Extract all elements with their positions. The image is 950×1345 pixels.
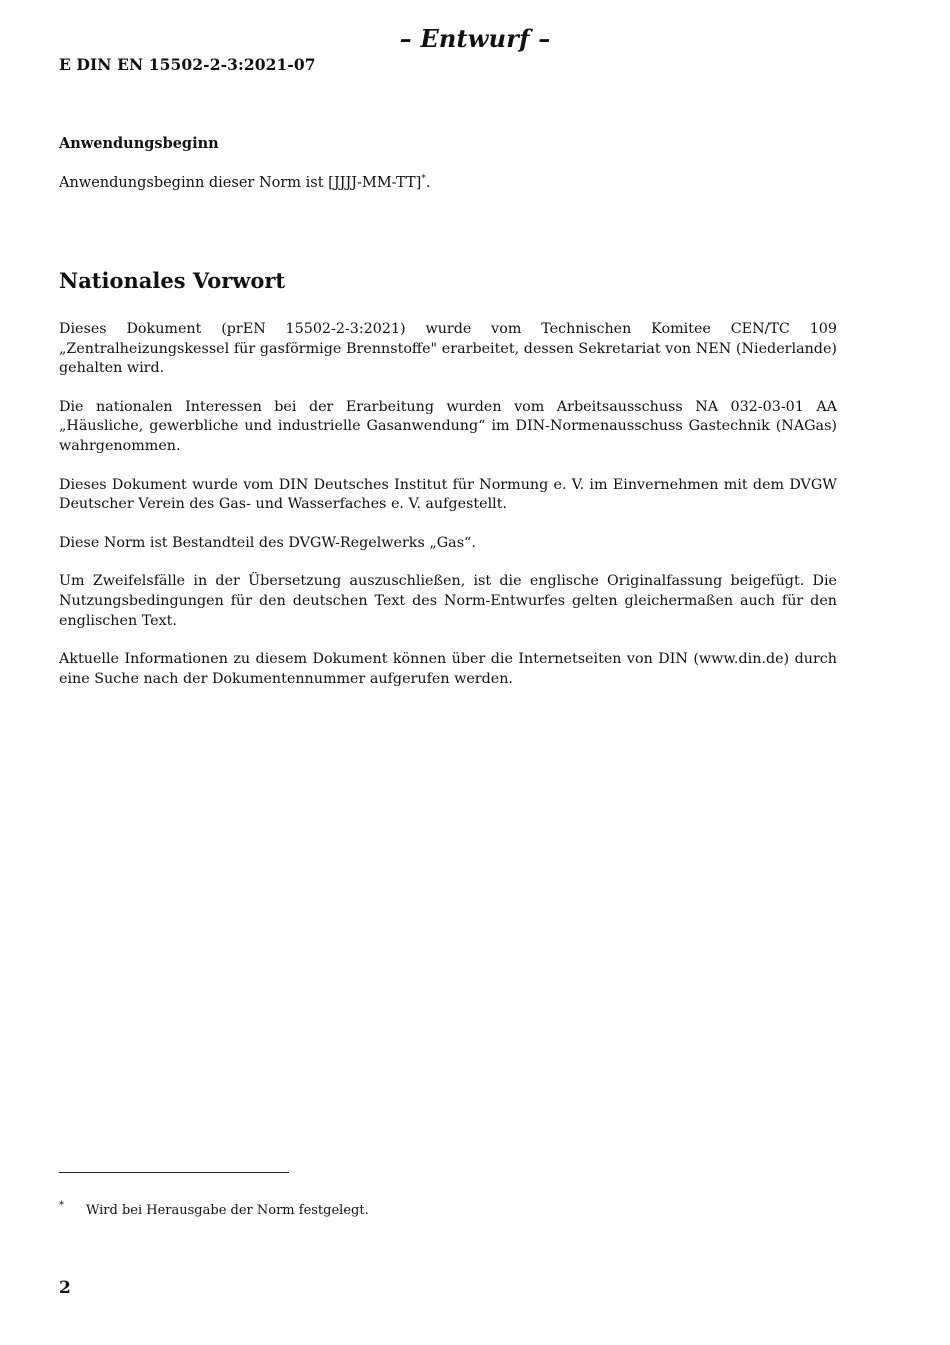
application-start-text (59, 175, 430, 191)
foreword-paragraph: Diese Norm ist Bestandteil des DVGW-Regelwerks „Gas“. (59, 534, 476, 551)
foreword-body (59, 320, 837, 708)
footnote-text: Wird bei Herausgabe der Norm festgelegt. (86, 1203, 369, 1218)
application-start-heading: Anwendungsbeginn (59, 135, 219, 152)
foreword-paragraph: Die nationalen Interessen bei der Erarbeitung wurden vom Arbeitsausschuss NA 032-03-01 AA „Häusliche, gewerbliche und industrielle Gasanwendung“ im DIN-Normenausschuss Gastechnik (NAGas) wahrgenommen. (59, 398, 837, 454)
document-id: E DIN EN 15502-2-3:2021-07 (59, 55, 316, 74)
section-title: Nationales Vorwort (59, 268, 286, 293)
application-start-sentence: Anwendungsbeginn dieser Norm ist [JJJJ-MM-TT] (59, 175, 422, 191)
footnote-reference[interactable]: * (421, 174, 426, 185)
page-number: 2 (59, 1278, 71, 1298)
application-start-period: . (425, 175, 431, 191)
foreword-paragraph: Um Zweifelsfälle in der Übersetzung auszuschließen, ist die englische Originalfassung beigefügt. Die Nutzungsbedingungen für den deutschen Text des Norm-Entwurfes gelten gleichermaßen auch für den englischen Text. (59, 573, 837, 629)
footnote-separator (59, 1172, 289, 1173)
footnote (59, 1200, 369, 1218)
draft-label: – Entwurf – (399, 24, 551, 53)
foreword-paragraph: Dieses Dokument wurde vom DIN Deutsches Institut für Normung e. V. im Einvernehmen mit dem DVGW Deutscher Verein des Gas- und Wasserfaches e. V. aufgestellt. (59, 476, 837, 513)
foreword-paragraph: Aktuelle Informationen zu diesem Dokument können über die Internetseiten von DIN (www.din.de) durch eine Suche nach der Dokumentennummer aufgerufen werden. (59, 651, 837, 687)
footnote-marker: * (59, 1200, 64, 1211)
foreword-paragraph: Dieses Dokument (prEN 15502-2-3:2021) wurde vom Technischen Komitee CEN/TC 109 „Zentralheizungskessel für gasförmige Brennstoffe" erarbeitet, dessen Sekretariat von NEN (Niederlande) gehalten wird. (59, 321, 837, 377)
